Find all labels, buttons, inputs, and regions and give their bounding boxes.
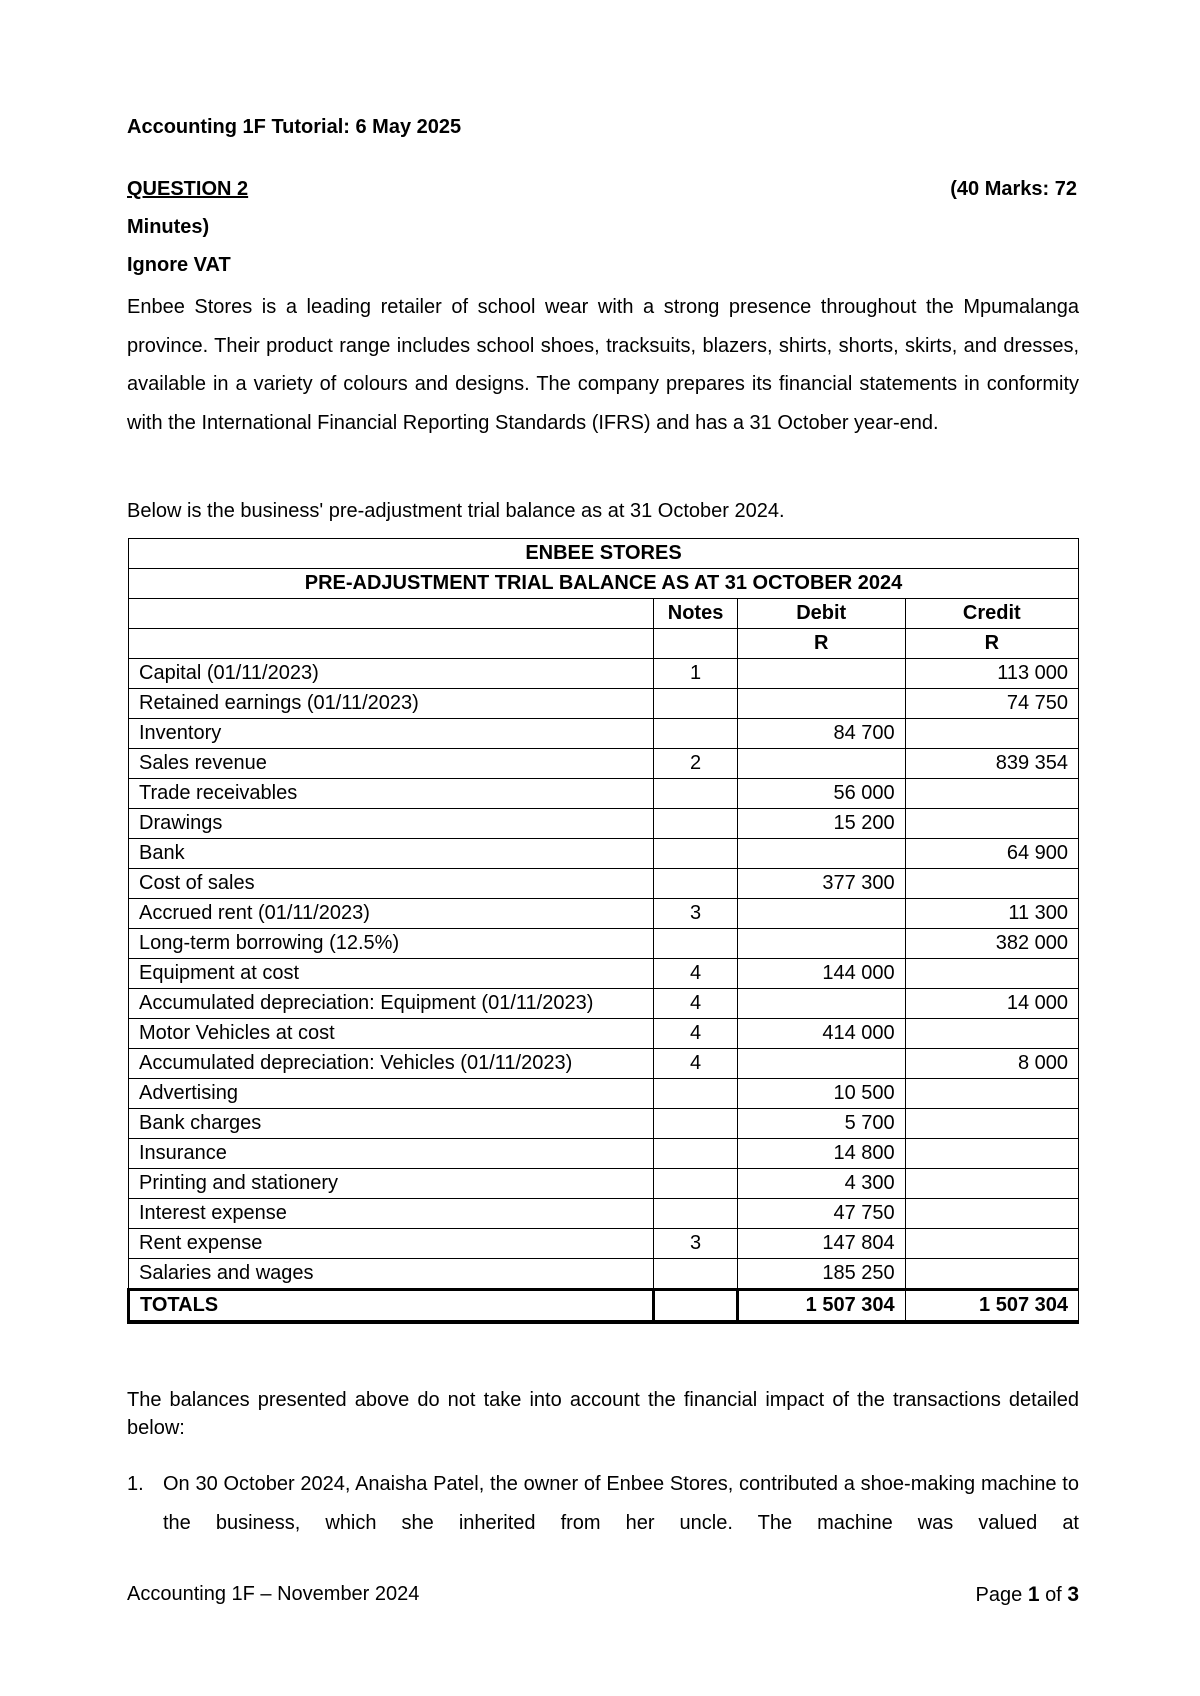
account-cell: Interest expense [129,1199,654,1229]
debit-cell: 14 800 [737,1139,905,1169]
table-company-name: ENBEE STORES [129,539,1079,569]
notes-cell: 2 [654,749,737,779]
table-heading-row [129,569,1079,599]
column-header-account [129,599,654,629]
totals-credit: 1 507 304 [905,1290,1078,1323]
question-minutes: Minutes) [127,216,210,238]
table-row [129,959,1079,989]
table-heading: PRE-ADJUSTMENT TRIAL BALANCE AS AT 31 OCTOBER 2024 [129,569,1079,599]
table-row [129,1139,1079,1169]
account-cell: Sales revenue [129,749,654,779]
credit-cell [905,1079,1078,1109]
credit-cell [905,1019,1078,1049]
debit-cell [737,1049,905,1079]
account-cell: Cost of sales [129,869,654,899]
intro-paragraph: Enbee Stores is a leading retailer of school wear with a strong presence throughout the Mpumalanga province. Their product range includes school shoes, tracksuits, blazers, shirts, shorts, skirts, and dresses, available in a variety of colours and designs. The company prepares its financial statements in conformity with the International Financial Reporting Standards (IFRS) and has a 31 October year-end. [127,296,1079,434]
notes-cell [654,1169,737,1199]
account-cell: Retained earnings (01/11/2023) [129,689,654,719]
credit-cell [905,869,1078,899]
table-row [129,899,1079,929]
credit-cell [905,1139,1078,1169]
notes-cell [654,719,737,749]
unit-notes [654,629,737,659]
footer-page-word: Page [975,1584,1023,1606]
credit-cell [905,809,1078,839]
notes-cell: 4 [654,1049,737,1079]
notes-cell [654,1139,737,1169]
account-cell: Salaries and wages [129,1259,654,1290]
credit-cell: 382 000 [905,929,1078,959]
table-row [129,1259,1079,1290]
trial-balance-table [127,538,1079,1324]
question-marks: (40 Marks: 72 [950,178,1077,200]
debit-cell: 10 500 [737,1079,905,1109]
debit-cell [737,749,905,779]
account-cell: Bank [129,839,654,869]
notes-cell: 4 [654,959,737,989]
column-header-debit: Debit [737,599,905,629]
footer-page-current: 1 [1027,1583,1040,1606]
table-row [129,989,1079,1019]
account-cell: Drawings [129,809,654,839]
list-item-text: On 30 October 2024, Anaisha Patel, the owner of Enbee Stores, contributed a shoe-making machine to the business, which she inherited from her uncle. The machine was valued at [163,1473,1079,1534]
notes-cell [654,1199,737,1229]
table-row [129,689,1079,719]
credit-cell: 74 750 [905,689,1078,719]
notes-cell: 3 [654,899,737,929]
table-row [129,659,1079,689]
debit-cell: 185 250 [737,1259,905,1290]
debit-cell: 5 700 [737,1109,905,1139]
credit-cell [905,1259,1078,1290]
question-heading [127,178,1077,201]
column-header-notes: Notes [654,599,737,629]
trial-balance-intro: Below is the business' pre-adjustment trial balance as at 31 October 2024. [127,500,785,522]
unit-debit: R [737,629,905,659]
account-cell: Accrued rent (01/11/2023) [129,899,654,929]
notes-cell: 4 [654,989,737,1019]
account-cell: Inventory [129,719,654,749]
debit-cell [737,989,905,1019]
account-cell: Equipment at cost [129,959,654,989]
credit-cell [905,719,1078,749]
account-cell: Accumulated depreciation: Equipment (01/11/2023) [129,989,654,1019]
column-header-row [129,599,1079,629]
table-row [129,1109,1079,1139]
credit-cell: 839 354 [905,749,1078,779]
footer-of-word: of [1045,1584,1062,1606]
debit-cell [737,839,905,869]
debit-cell: 4 300 [737,1169,905,1199]
credit-cell: 11 300 [905,899,1078,929]
notes-cell: 3 [654,1229,737,1259]
table-row [129,1079,1079,1109]
account-cell: Accumulated depreciation: Vehicles (01/11/2023) [129,1049,654,1079]
table-row [129,1199,1079,1229]
table-row [129,1229,1079,1259]
account-cell: Trade receivables [129,779,654,809]
debit-cell: 377 300 [737,869,905,899]
notes-cell [654,809,737,839]
table-row [129,929,1079,959]
table-row [129,1169,1079,1199]
notes-cell [654,839,737,869]
credit-cell [905,1169,1078,1199]
ignore-vat-note: Ignore VAT [127,254,231,276]
credit-cell: 64 900 [905,839,1078,869]
totals-notes [654,1290,737,1323]
credit-cell: 8 000 [905,1049,1078,1079]
account-cell: Rent expense [129,1229,654,1259]
credit-cell [905,1229,1078,1259]
notes-cell [654,1259,737,1290]
debit-cell: 84 700 [737,719,905,749]
document-title: Accounting 1F Tutorial: 6 May 2025 [127,116,462,138]
debit-cell [737,689,905,719]
account-cell: Printing and stationery [129,1169,654,1199]
footer-page-total: 3 [1067,1583,1079,1606]
credit-cell: 14 000 [905,989,1078,1019]
footer-course: Accounting 1F – November 2024 [127,1583,420,1605]
account-cell: Motor Vehicles at cost [129,1019,654,1049]
table-row [129,779,1079,809]
debit-cell: 144 000 [737,959,905,989]
debit-cell: 15 200 [737,809,905,839]
credit-cell [905,959,1078,989]
account-cell: Insurance [129,1139,654,1169]
notes-cell [654,689,737,719]
question-label: QUESTION 2 [127,178,249,200]
account-cell: Long-term borrowing (12.5%) [129,929,654,959]
credit-cell [905,779,1078,809]
notes-cell [654,779,737,809]
table-row [129,809,1079,839]
table-row [129,839,1079,869]
unit-account [129,629,654,659]
notes-cell: 4 [654,1019,737,1049]
debit-cell: 414 000 [737,1019,905,1049]
totals-label: TOTALS [129,1290,654,1323]
credit-cell [905,1109,1078,1139]
debit-cell [737,899,905,929]
unit-credit: R [905,629,1078,659]
debit-cell [737,929,905,959]
debit-cell: 47 750 [737,1199,905,1229]
notes-cell: 1 [654,659,737,689]
notes-cell [654,1079,737,1109]
table-row [129,719,1079,749]
column-header-credit: Credit [905,599,1078,629]
notes-cell [654,1109,737,1139]
table-row [129,749,1079,779]
credit-cell [905,1199,1078,1229]
notes-cell [654,929,737,959]
table-title-row [129,539,1079,569]
account-cell: Capital (01/11/2023) [129,659,654,689]
debit-cell: 56 000 [737,779,905,809]
table-row [129,1049,1079,1079]
list-item-number: 1. [127,1473,144,1495]
debit-cell [737,659,905,689]
unit-row [129,629,1079,659]
notes-cell [654,869,737,899]
totals-debit: 1 507 304 [737,1290,905,1323]
credit-cell: 113 000 [905,659,1078,689]
debit-cell: 147 804 [737,1229,905,1259]
footer-page-number [976,1583,1079,1607]
totals-row [129,1290,1079,1323]
account-cell: Advertising [129,1079,654,1109]
account-cell: Bank charges [129,1109,654,1139]
transactions-intro: The balances presented above do not take into account the financial impact of the transactions detailed below: [127,1389,1079,1439]
table-row [129,869,1079,899]
table-row [129,1019,1079,1049]
